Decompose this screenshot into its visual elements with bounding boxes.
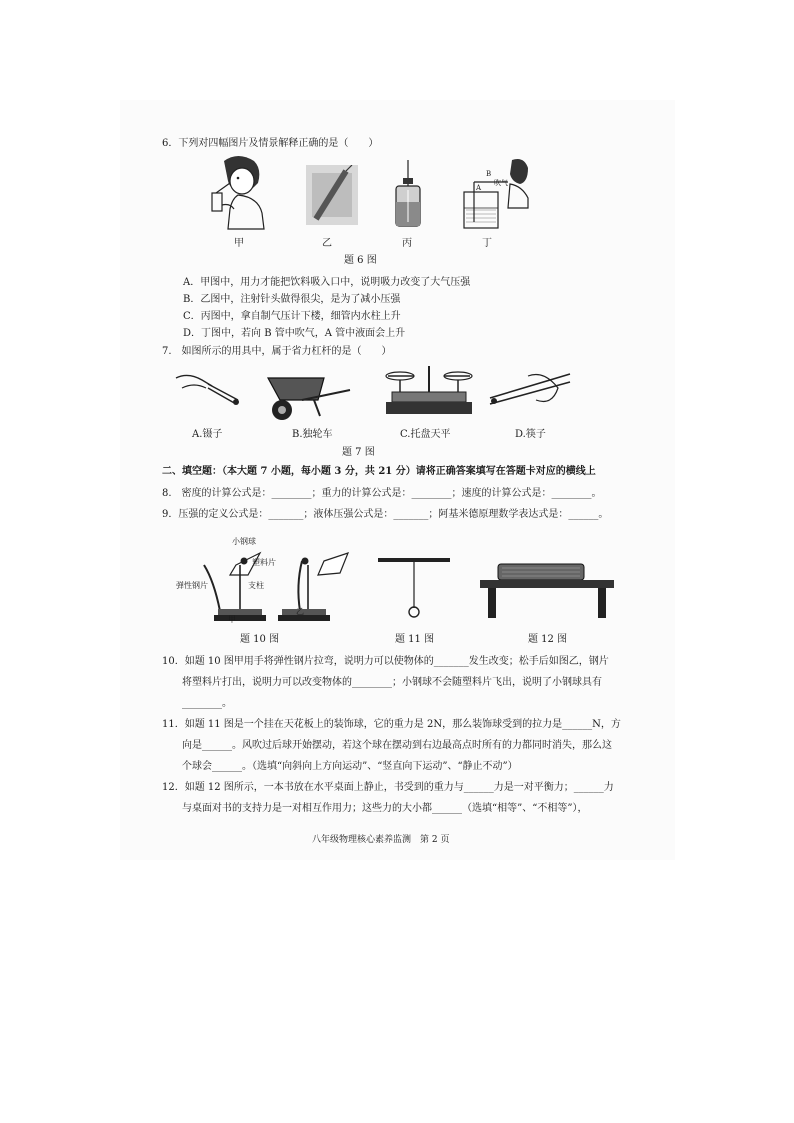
q7-figure-tweezers [172,370,242,410]
fig12-caption: 题 12 图 [528,634,568,645]
q9-text: 9．压强的定义公式是：_______；液体压强公式是：_______；阿基米德原理数学表达式是：______。 [162,509,609,520]
q7-label-a: A.镊子 [192,429,223,440]
q8-text: 8. 密度的计算公式是：________；重力的计算公式是：________；速度的计算公式是：________。 [162,488,602,499]
q6-caption: 题 6 图 [344,255,377,266]
fig10-label-pillar: 支柱 [248,581,264,590]
q7-figure-chopsticks [488,368,572,412]
q7-stem: 7. 如图所示的用具中，属于省力杠杆的是（ ） [162,346,392,357]
fig10-sub-yi: 乙 [296,607,304,616]
q12-line1: 12．如题 12 图所示，一本书放在水平桌面上静止，书受到的重力与______力是一对平衡力；______力 [162,782,614,793]
q6-figure-ding [462,152,530,232]
q6-figure-yi [306,165,358,225]
q6-figure-jia [208,153,268,233]
q6-option-a: A．甲图中，用力才能把饮料吸入口中，说明吸力改变了大气压强 [183,277,471,288]
q7-label-d: D.筷子 [515,429,546,440]
fig10-sub-jia: 甲 [228,615,236,624]
q7-figure-balance [382,362,476,418]
section2-heading: 二、填空题：（本大题 7 小题，每小题 3 分，共 21 分）请将正确答案填写在答题卡对应的横线上 [162,466,596,477]
q7-label-b: B.独轮车 [292,429,333,440]
q7-figure-wheelbarrow [262,372,354,422]
q11-line3: 个球会______。（选填“向斜向上方向运动”、“竖直向下运动”、“静止不动”） [182,761,518,772]
q10-line2: 将塑料片打出，说明力可以改变物体的________；小钢球不会随塑料片飞出，说明了小钢球具有 [182,677,602,688]
q7-label-c: C.托盘天平 [400,429,451,440]
q11-line2: 向是______。风吹过后球开始摆动，若这个球在摆动到右边最高点时所有的力都同时消失，那么这 [182,740,612,751]
q6-tube-a-label: A [476,184,482,192]
q12-line2: 与桌面对书的支持力是一对相互作用力；这些力的大小都______（选填“相等”、“不相等”）， [182,803,588,814]
q6-label-yi: 乙 [322,238,332,249]
fig11-caption: 题 11 图 [395,634,435,645]
q6-label-ding: 丁 [482,238,492,249]
q6-figure-bing [393,160,423,230]
q11-line1: 11．如题 11 图是一个挂在天花板上的装饰球，它的重力是 2N，那么装饰球受到的拉力是______N，方 [162,719,621,730]
q10-line3: ________。 [182,698,232,709]
q6-tube-b-label: B [486,170,492,178]
q6-option-b: B．乙图中，注射针头做得很尖，是为了减小压强 [183,294,401,305]
q10-line1: 10．如题 10 图甲用手将弹性钢片拉弯，说明力可以使物体的_______发生改变；松手后如图乙，钢片 [162,656,609,667]
fig10-label-ball: 小钢球 [232,537,256,546]
fig10-label-plastic: 塑料片 [252,558,276,567]
q6-option-c: C．丙图中，拿自制气压计下楼，细管内水柱上升 [183,311,401,322]
fig12 [480,560,614,620]
q6-label-jia: 甲 [234,238,244,249]
q6-stem: 6．下列对四幅图片及情景解释正确的是（ ） [162,138,379,149]
page-footer: 八年级物理核心素养监测 第 2 页 [312,835,450,845]
fig11 [378,558,450,620]
q7-caption: 题 7 图 [342,447,375,458]
fig10-label-steel: 弹性钢片 [176,581,208,590]
q6-option-d: D．丁图中，若向 B 管中吹气，A 管中液面会上升 [183,328,406,339]
q6-blow-label: 吹气 [494,179,508,187]
fig10 [190,545,370,625]
q6-label-bing: 丙 [402,238,412,249]
fig10-caption: 题 10 图 [240,634,280,645]
